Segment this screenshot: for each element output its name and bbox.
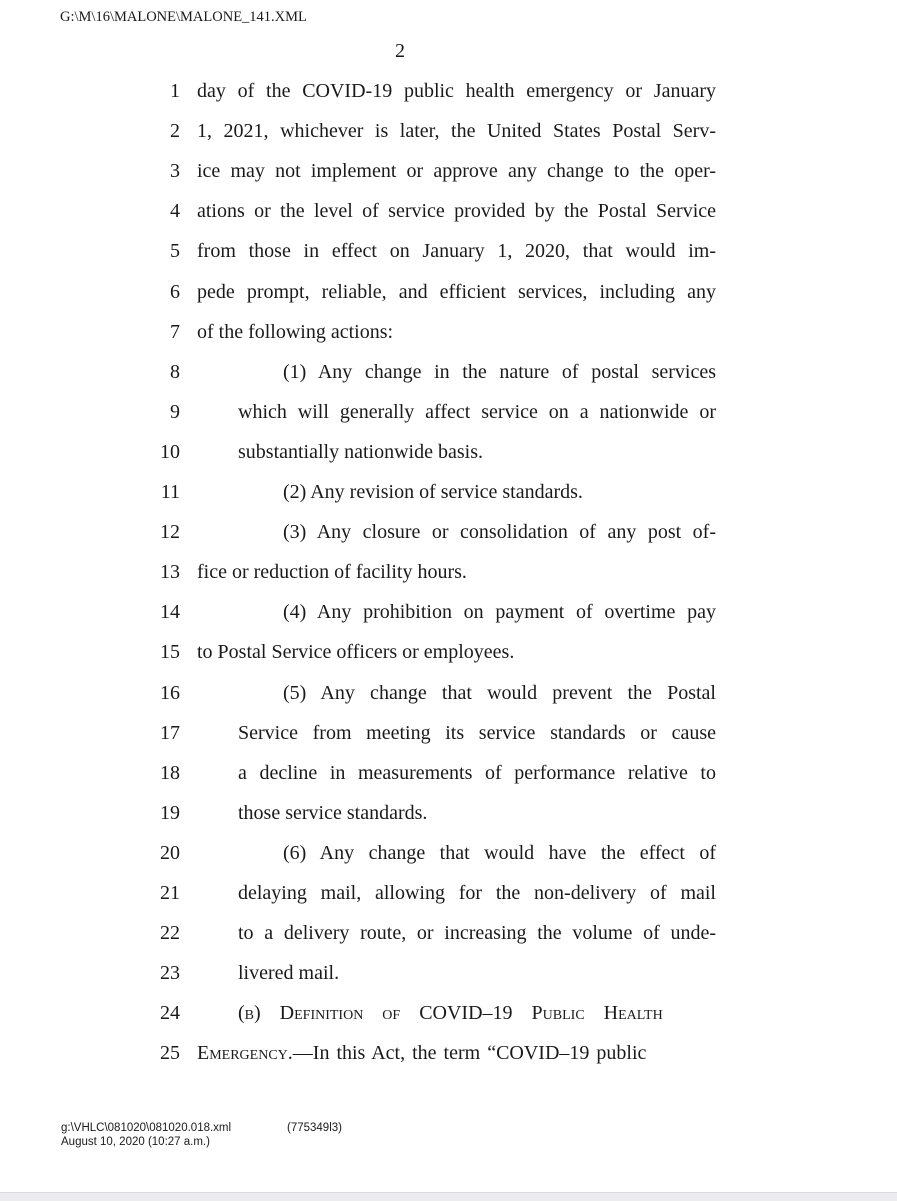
bill-line (0, 200, 897, 230)
line-number: 12 (160, 521, 180, 544)
bill-line (0, 882, 897, 912)
bill-line (0, 722, 897, 752)
bill-line (0, 922, 897, 952)
line-number: 2 (170, 120, 180, 143)
line-text (197, 1042, 716, 1065)
bill-line (0, 682, 897, 712)
line-text: ice may not implement or approve any change to the oper- (197, 160, 716, 183)
line-number: 19 (160, 801, 180, 824)
bill-line (0, 281, 897, 311)
bill-line (0, 641, 897, 671)
line-number: 8 (170, 360, 180, 383)
line-number: 4 (170, 200, 180, 223)
line-number: 3 (170, 160, 180, 183)
bill-line (0, 361, 897, 391)
line-number: 10 (160, 440, 180, 463)
bill-line (0, 1042, 897, 1072)
footer-file: g:\VHLC\081020\081020.018.xml (61, 1122, 232, 1134)
line-number: 18 (160, 761, 180, 784)
line-text: to Postal Service officers or employees. (197, 641, 515, 664)
line-text: substantially nationwide basis. (238, 440, 483, 463)
line-number: 11 (160, 481, 180, 503)
line-number: 20 (160, 841, 180, 864)
line-text (238, 1002, 716, 1025)
line-text: a decline in measurements of performance relative to (238, 761, 716, 784)
page-number: 2 (395, 40, 405, 62)
footer-code: (775349l3) (287, 1122, 342, 1134)
line-text: from those in effect on January 1, 2020, that would im- (197, 240, 716, 263)
line-text: delaying mail, allowing for the non-delivery of mail (238, 882, 716, 904)
line-number: 25 (160, 1042, 180, 1065)
bill-line (0, 561, 897, 591)
bill-line (0, 521, 897, 551)
line-number: 16 (160, 681, 180, 704)
line-number: 17 (160, 721, 180, 744)
line-number: 22 (160, 922, 180, 945)
line-number: 24 (160, 1002, 180, 1025)
line-text: (1) Any change in the nature of postal services (283, 360, 716, 383)
line-number: 5 (170, 240, 180, 263)
bill-line (0, 120, 897, 150)
section-heading: Emergency. (197, 1042, 293, 1065)
line-number: 9 (170, 400, 180, 423)
line-text: livered mail. (238, 962, 340, 985)
bill-line (0, 240, 897, 270)
bill-line (0, 802, 897, 832)
line-number: 13 (160, 561, 180, 584)
bill-line (0, 842, 897, 872)
line-text: (5) Any change that would prevent the Postal (283, 681, 716, 704)
footer-date: August 10, 2020 (10:27 a.m.) (61, 1136, 210, 1148)
line-number: 7 (170, 320, 180, 343)
section-heading: (b) Definition of COVID–19 Public Health (238, 1002, 663, 1025)
bill-line (0, 1002, 897, 1032)
line-text: which will generally affect service on a nationwide or (238, 400, 716, 423)
line-number: 15 (160, 641, 180, 664)
line-text: ations or the level of service provided by the Postal Service (197, 200, 716, 223)
line-text: (2) Any revision of service standards. (283, 481, 583, 503)
line-text: (4) Any prohibition on payment of overtime pay (283, 601, 716, 624)
line-text: those service standards. (238, 801, 428, 824)
bill-line (0, 481, 897, 511)
bill-line (0, 321, 897, 351)
line-text: pede prompt, reliable, and efficient services, including any (197, 280, 716, 303)
bill-line (0, 80, 897, 110)
footer (61, 1121, 342, 1149)
document-file-path: G:\M\16\MALONE\MALONE_141.XML (60, 9, 307, 25)
line-text: of the following actions: (197, 320, 394, 343)
bill-line (0, 962, 897, 992)
line-number: 14 (160, 601, 180, 624)
line-number: 1 (170, 80, 180, 102)
line-text: fice or reduction of facility hours. (197, 561, 467, 584)
line-number: 6 (170, 280, 180, 303)
line-text: 1, 2021, whichever is later, the United States Postal Serv- (197, 120, 716, 143)
bill-line (0, 601, 897, 631)
line-text: Service from meeting its service standards or cause (238, 721, 716, 744)
bill-line (0, 401, 897, 431)
bill-line (0, 762, 897, 792)
line-text: to a delivery route, or increasing the volume of unde- (238, 922, 716, 945)
bill-line (0, 441, 897, 471)
line-text: day of the COVID-19 public health emergency or January (197, 80, 716, 102)
line-number: 21 (160, 882, 180, 904)
bill-line (0, 160, 897, 190)
line-number: 23 (160, 962, 180, 985)
line-text: (6) Any change that would have the effect of (283, 841, 716, 864)
line-text: (3) Any closure or consolidation of any post of- (283, 521, 716, 544)
line-text-body: —In this Act, the term “COVID–19 public (292, 1042, 647, 1065)
